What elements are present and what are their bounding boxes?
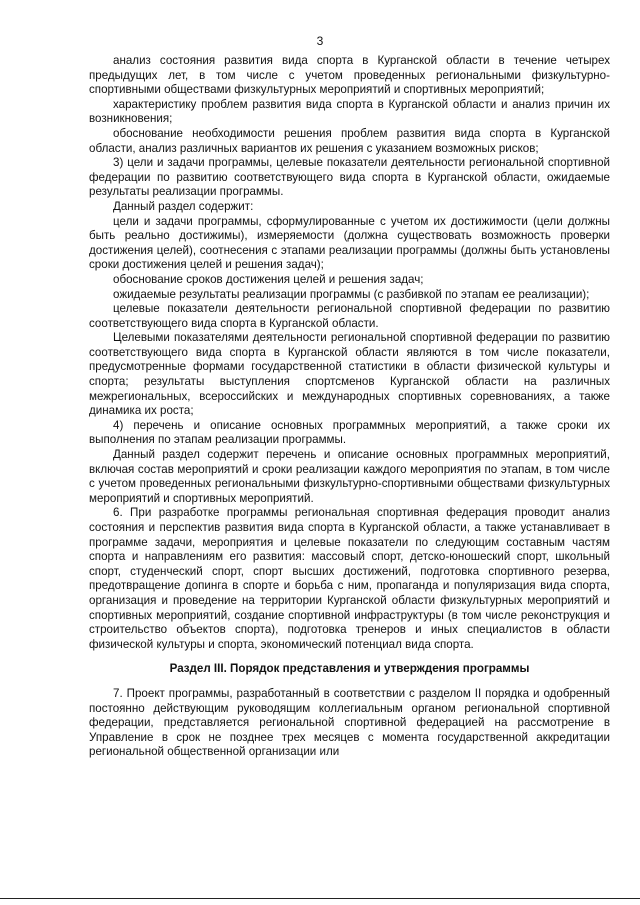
section-heading: Раздел III. Порядок представления и утверждения программы (169, 662, 530, 676)
paragraph: обоснование сроков достижения целей и решения задач; (113, 272, 424, 286)
paragraph: 4) перечень и описание основных программных мероприятий, а также сроки их выполнения по этапам реализации программы. (89, 418, 610, 447)
paragraph: 3) цели и задачи программы, целевые показатели деятельности региональной спортивной федерации по развитию соответствующего вида спорта в Курганской области, ожидаемые результаты реализации программы. (89, 156, 610, 199)
paragraph: 7. Проект программы, разработанный в соответствии с разделом II порядка и одобренный постоянно действующим руководящим коллегиальным органом региональной спортивной федерации, представляется региональной спортивной федерацией на рассмотрение в Управление в срок не позднее трех месяцев с момента государственной аккредитации региональной общественной организации или (89, 686, 610, 759)
paragraph: обоснование необходимости решения проблем развития вида спорта в Курганской области, анализ различных вариантов их решения с указанием возможных рисков; (89, 126, 610, 155)
paragraph: Целевыми показателями деятельности региональной спортивной федерации по развитию соответствующего вида спорта в Курганской области являются в том числе показатели, предусмотренные формами государственной статистики в области физической культуры и спорта; результаты выступления спортсменов Курганской области на различных межрегиональных, всероссийских и международных спортивных соревнованиях, а также динамика их роста; (89, 331, 610, 418)
paragraph: целевые показатели деятельности региональной спортивной федерации по развитию соответствующего вида спорта в Курганской области. (89, 302, 610, 330)
paragraph: анализ состояния развития вида спорта в Курганской области в течение четырех предыдущих лет, в том числе с учетом проведенных региональными физкультурно-спортивными обществами физкультурных мероприятий и спортивных мероприятий; (89, 54, 610, 97)
paragraph: характеристику проблем развития вида спорта в Курганской области и анализ причин их возникновения; (89, 97, 610, 126)
page-number: 3 (316, 34, 324, 48)
paragraph: Данный раздел содержит перечень и описание основных программных мероприятий, включая состав мероприятий и сроки реализации каждого мероприятия по этапам, в том числе с учетом проведенных региональными физкультурно-спортивными обществами физкультурных мероприятий и спортивных мероприятий. (89, 448, 610, 505)
scan-edge-line (0, 898, 640, 899)
paragraph: цели и задачи программы, сформулированные с учетом их достижимости (цели должны быть реально достижимы), измеряемости (должна существовать возможность проверки достижения целей), соотнесения с этапами реализации программы (должны быть установлены сроки достижения целей и решения задач); (89, 214, 610, 272)
paragraph: Данный раздел содержит: (113, 199, 254, 213)
document-body (89, 54, 610, 760)
paragraph: ожидаемые результаты реализации программы (с разбивкой по этапам ее реализации); (113, 287, 590, 301)
paragraph: 6. При разработке программы региональная спортивная федерация проводит анализ состояния и перспектив развития вида спорта в Курганской области, а также устанавливает в программе задачи, мероприятия и целевые показатели по следующим составным частям спорта и направлениям его развития: массовый спорт, детско-юношеский спорт, школьный спорт, студенческий спорт, спорт высших достижений, подготовка спортивного резерва, предотвращение допинга в спорте и борьба с ним, пропаганда и популяризация вида спорта, организация и проведение на территории Курганской области физкультурных мероприятий и спортивных мероприятий, создание спортивной инфраструктуры (в том числе реконструкция и строительство объектов спорта), подготовка тренеров и иных специалистов в области физической культуры и спорта, экономический потенциал вида спорта. (89, 506, 610, 651)
